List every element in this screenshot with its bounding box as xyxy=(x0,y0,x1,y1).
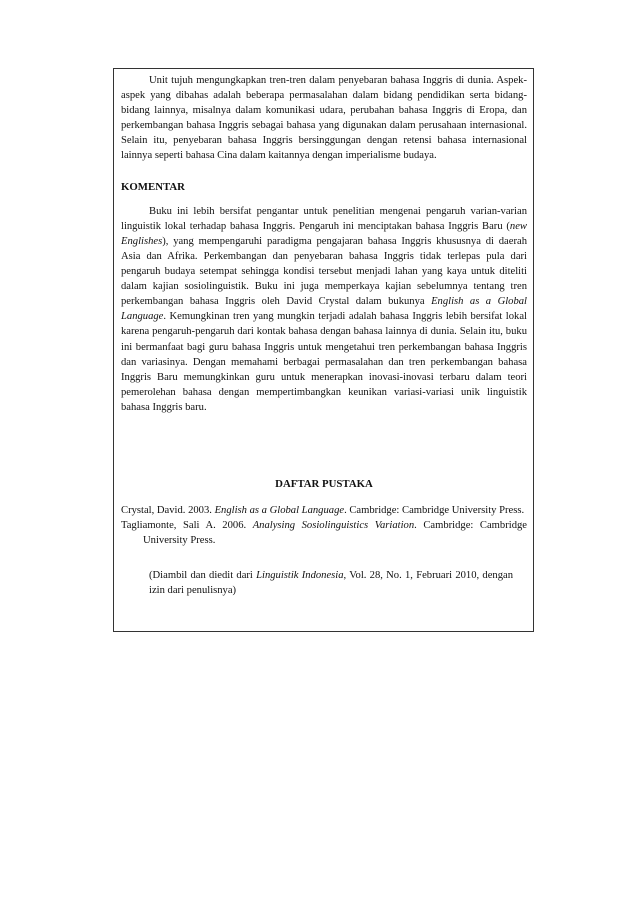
document-frame xyxy=(113,68,534,632)
komentar-text-3: . Kemungkinan tren yang mungkin terjadi adalah bahasa Inggris lebih bersifat lokal karena pengaruh-pengaruh dari kontak bahasa dengan bahasa lainnya di dunia. Selain itu, buku ini bermanfaat bagi guru bahasa Inggris untuk mengetahui tren perkembangan bahasa Inggris dan variasinya. Dengan memahami berbagai permasalahan dan tren perkembangan bahasa Inggris Baru memungkinkan guru untuk menerapkan inovasi-inovasi terbaru dalam teori pemerolehan bahasa dengan mempertimbangkan keunikan variasi-variasi unik linguistik bahasa Inggris baru. xyxy=(121,311,527,413)
komentar-italic-1: new Englishes xyxy=(121,220,527,247)
komentar-text-1: Buku ini lebih bersifat pengantar untuk penelitian mengenai pengaruh varian-varian linguistik lokal terhadap bahasa Inggris. Pengaruh ini menciptakan bahasa Inggris Baru ( xyxy=(121,205,527,232)
reference-publisher: . Cambridge: Cambridge University Press. xyxy=(344,505,525,517)
reference-author: Crystal, David. 2003. xyxy=(121,505,215,517)
komentar-italic-2: English as a Global Language xyxy=(121,296,527,323)
source-note-text-2: , Vol. 28, No. 1, Februari 2010, dengan izin dari penulisnya) xyxy=(149,570,513,597)
source-note xyxy=(121,568,527,598)
intro-paragraph: Unit tujuh mengungkapkan tren-tren dalam penyebaran bahasa Inggris di dunia. Aspek-aspek yang dibahas adalah beberapa permasalahan dalam bidang pendidikan serta bidang-bidang lainnya, misalnya dalam komunikasi udara, perubahan bahasa Inggris di Eropa, dan perkembangan bahasa Inggris sebagai bahasa yang digunakan dalam perusahaan internasional. Selain itu, penyebaran bahasa Inggris bersinggungan dengan retensi bahasa internasional lainnya seperti bahasa Cina dalam kaitannya dengan imperialisme budaya. xyxy=(121,75,527,162)
reference-title: English as a Global Language xyxy=(214,505,345,517)
reference-author: Tagliamonte, Sali A. 2006. xyxy=(121,520,253,532)
source-note-text-1: (Diambil dan diedit dari xyxy=(149,570,257,582)
komentar-text-2: ), yang mempengaruhi paradigma pengajaran bahasa Inggris khususnya di daerah Asia dan Afrika. Perkembangan dan penyebaran bahasa Inggris tidak terlepas pula dari pengaruh budaya setempat sehingga kondisi tersebut menjadi lahan yang kaya untuk diteliti dalam kajian sosiolinguistik. Buku ini juga memperkaya kajian sebelumnya tentang tren perkembangan bahasa Inggris oleh David Crystal dalam bukunya xyxy=(121,235,527,308)
reference-title: Analysing Sosiolinguistics Variation xyxy=(252,520,415,532)
source-note-journal: Linguistik Indonesia xyxy=(256,570,344,582)
daftar-pustaka-heading: DAFTAR PUSTAKA xyxy=(275,477,373,490)
komentar-paragraph xyxy=(121,204,527,415)
reference-item xyxy=(121,518,527,548)
reference-item xyxy=(121,503,527,518)
reference-publisher: . Cambridge: Cambridge University Press. xyxy=(143,520,527,547)
komentar-heading: KOMENTAR xyxy=(121,180,185,193)
